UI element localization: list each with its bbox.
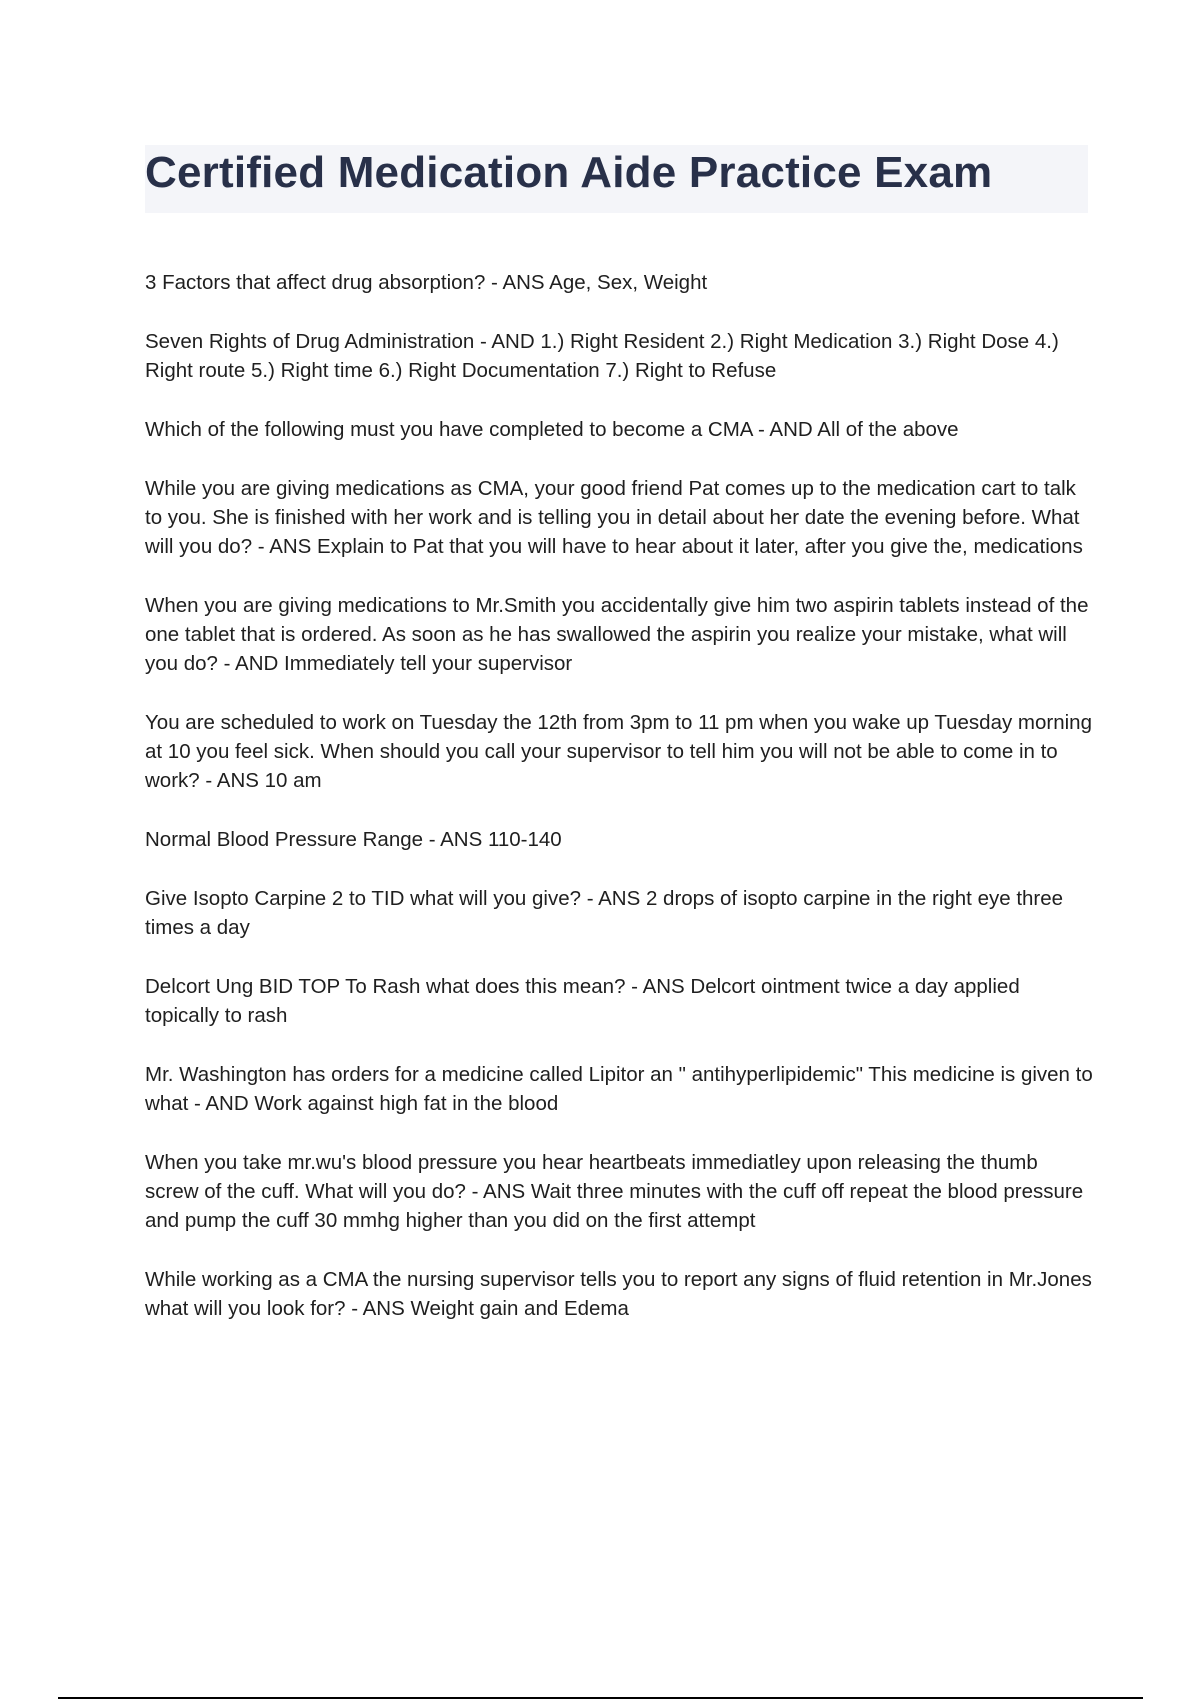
list-item: Normal Blood Pressure Range - ANS 110-140 xyxy=(145,828,562,851)
list-item: Seven Rights of Drug Administration - AND 1.) Right Resident 2.) Right Medication 3.) Right Dose 4.) Right route 5.) Right time 6.) Right Documentation 7.) Right to Refuse xyxy=(145,330,1059,382)
list-item: When you are giving medications to Mr.Smith you accidentally give him two aspirin tablets instead of the one tablet that is ordered. As soon as he has swallowed the aspirin you realize your mistake, what will you do? - AND Immediately tell your supervisor xyxy=(145,594,1089,675)
list-item: While working as a CMA the nursing supervisor tells you to report any signs of fluid retention in Mr.Jones what will you look for? - ANS Weight gain and Edema xyxy=(145,1268,1092,1320)
list-item: Delcort Ung BID TOP To Rash what does this mean? - ANS Delcort ointment twice a day applied topically to rash xyxy=(145,975,1020,1027)
list-item: You are scheduled to work on Tuesday the 12th from 3pm to 11 pm when you wake up Tuesday morning at 10 you feel sick. When should you call your supervisor to tell him you will not be able to come in to work? - ANS 10 am xyxy=(145,711,1092,792)
list-item: 3 Factors that affect drug absorption? - ANS Age, Sex, Weight xyxy=(145,271,708,294)
list-item: While you are giving medications as CMA, your good friend Pat comes up to the medication cart to talk to you. She is finished with her work and is telling you in detail about her date the evening before. What will you do? - ANS Explain to Pat that you will have to hear about it later, after you give the, medications xyxy=(145,477,1083,558)
footer-divider xyxy=(58,1697,1143,1699)
list-item: Mr. Washington has orders for a medicine called Lipitor an " antihyperlipidemic" This medicine is given to what - AND Work against high fat in the blood xyxy=(145,1063,1093,1115)
page-title: Certified Medication Aide Practice Exam xyxy=(145,148,993,197)
list-item: When you take mr.wu's blood pressure you hear heartbeats immediatley upon releasing the thumb screw of the cuff. What will you do? - ANS Wait three minutes with the cuff off repeat the blood pressure and pump the cuff 30 mmhg higher than you did on the first attempt xyxy=(145,1151,1084,1232)
question-answer-list xyxy=(145,268,1095,1353)
list-item: Which of the following must you have completed to become a CMA - AND All of the above xyxy=(145,418,959,441)
title-banner xyxy=(145,145,1088,213)
list-item: Give Isopto Carpine 2 to TID what will you give? - ANS 2 drops of isopto carpine in the right eye three times a day xyxy=(145,887,1064,939)
